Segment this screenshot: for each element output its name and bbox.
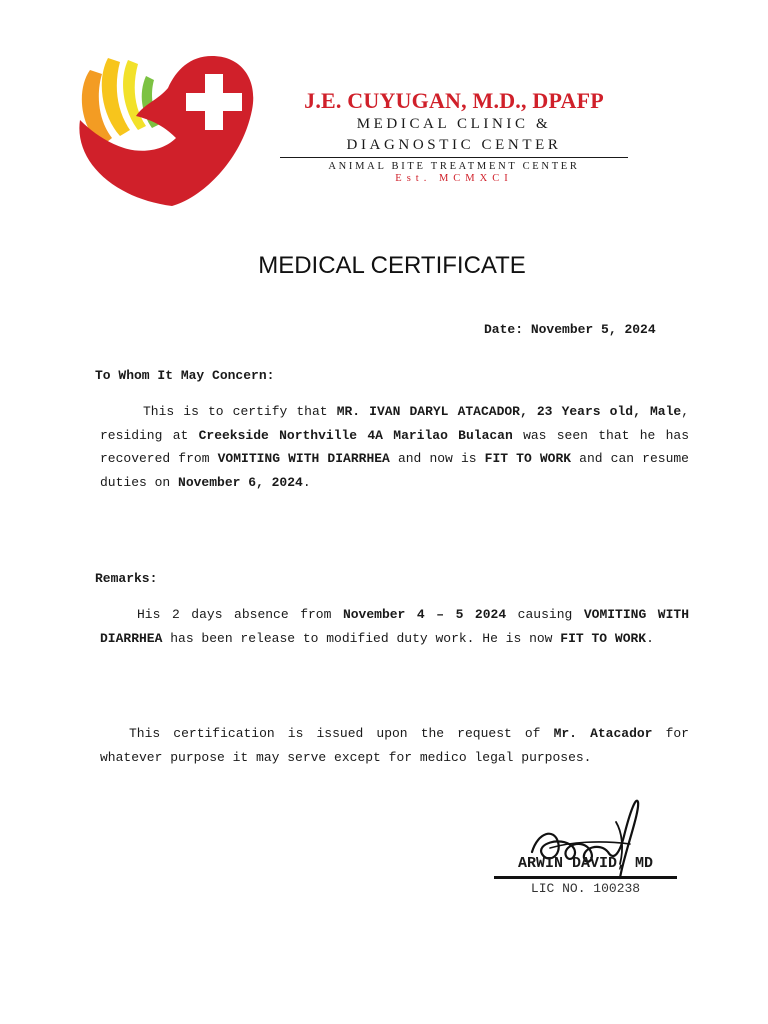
clinic-subtitle: ANIMAL BITE TREATMENT CENTER — [328, 161, 580, 172]
clinic-name: J.E. CUYUGAN, M.D., DPAFP — [304, 88, 604, 113]
date-value: November 5, 2024 — [530, 322, 656, 337]
remarks-text-3: has been release to modified duty work. He is now — [162, 630, 561, 646]
closing-text-2: for whatever purpose it may serve except for medico legal purposes. — [100, 726, 689, 765]
clinic-line-2: DIAGNOSTIC CENTER — [346, 137, 562, 153]
remarks-text-1: His 2 days absence from — [137, 607, 343, 622]
document-title: MEDICAL CERTIFICATE — [258, 252, 526, 279]
clinic-established: Est. MCMXCI — [395, 173, 513, 184]
signature-line — [494, 876, 677, 879]
body-text-1: This is to certify that — [143, 404, 337, 419]
signatory-name: ARWIN DAVID, MD — [517, 855, 654, 872]
body-text-6: . — [302, 474, 311, 490]
patient-info: MR. IVAN DARYL ATACADOR, 23 Years old, Male — [336, 404, 682, 419]
fitness-status: FIT TO WORK — [484, 451, 572, 466]
body-text-2: , residing at — [100, 404, 689, 443]
body-text-4: and now is — [389, 451, 485, 466]
remarks-label: Remarks: — [95, 571, 158, 586]
certification-paragraph — [100, 400, 689, 494]
remarks-text-2: causing — [506, 607, 584, 622]
body-text-5: and can resume duties on — [100, 451, 689, 490]
resume-date: November 6, 2024 — [178, 474, 303, 490]
date-label: Date: — [484, 322, 524, 337]
remarks-fitness-status: FIT TO WORK — [560, 630, 647, 646]
remarks-paragraph — [100, 603, 689, 650]
patient-address: Creekside Northville 4A Marilao Bulacan — [198, 427, 513, 443]
closing-paragraph — [100, 722, 689, 769]
remarks-diagnosis: VOMITING WITH DIARRHEA — [100, 607, 690, 646]
remarks-text-4: . — [646, 630, 654, 646]
clinic-line-1: MEDICAL CLINIC & — [356, 116, 552, 132]
requester-name: Mr. Atacador — [553, 726, 653, 741]
license-number: LIC NO. 100238 — [530, 881, 641, 896]
date-line — [484, 322, 656, 337]
salutation: To Whom It May Concern: — [95, 368, 275, 383]
closing-text-1: This certification is issued upon the request of — [129, 726, 554, 741]
header-divider — [280, 157, 628, 158]
body-text-3: was seen that he has recovered from — [100, 427, 690, 466]
diagnosis: VOMITING WITH DIARRHEA — [217, 451, 390, 466]
absence-period: November 4 – 5 2024 — [342, 607, 507, 622]
clinic-logo — [72, 50, 262, 210]
